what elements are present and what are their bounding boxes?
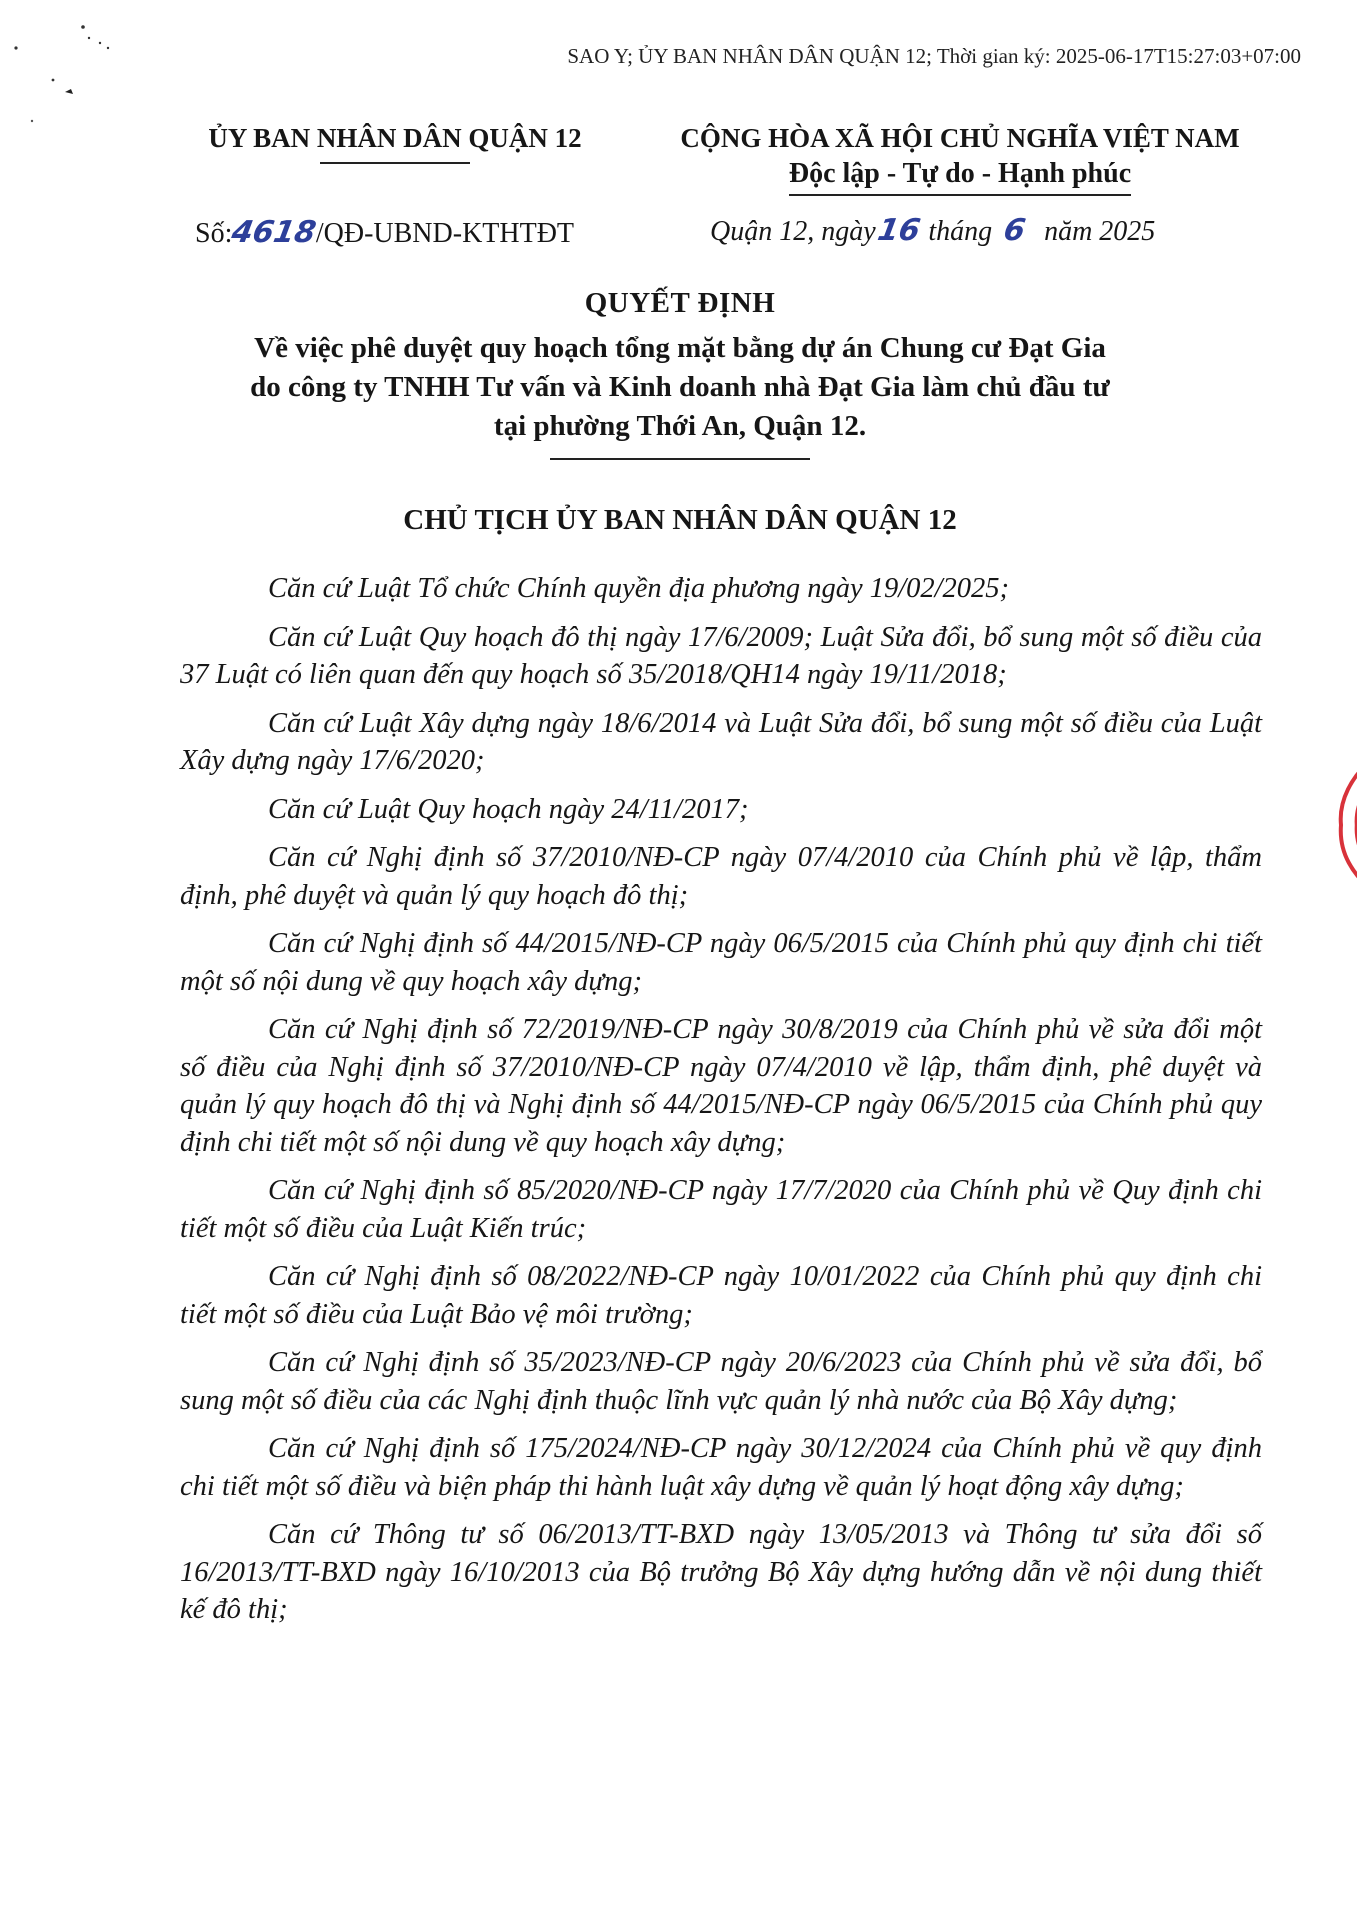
nation-title: CỘNG HÒA XÃ HỘI CHỦ NGHĨA VIỆT NAM — [680, 123, 1240, 153]
national-header — [640, 120, 1280, 196]
doc-number-suffix: /QĐ-UBND-KTHTĐT — [315, 218, 575, 249]
legal-basis-paragraph: Căn cứ Nghị định số 175/2024/NĐ-CP ngày 30/12/2024 của Chính phủ về quy định chi tiết một số điều và biện pháp thi hành luật xây dựng về quản lý hoạt động xây dựng; — [180, 1433, 1262, 1502]
date-place: Quận 12, ngày — [710, 216, 876, 247]
title-underline — [550, 458, 810, 460]
legal-basis-paragraph: Căn cứ Nghị định số 35/2023/NĐ-CP ngày 20/6/2023 của Chính phủ về sửa đổi, bổ sung một số điều của các Nghị định thuộc lĩnh vực quản lý nhà nước của Bộ Xây dựng; — [180, 1347, 1262, 1416]
doc-number-prefix: Số: — [195, 218, 233, 249]
digital-signature-stamp: SAO Y; ỦY BAN NHÂN DÂN QUẬN 12; Thời gian ký: 2025-06-17T15:27:03+07:00 — [567, 44, 1301, 68]
legal-basis-paragraph: Căn cứ Luật Quy hoạch ngày 24/11/2017; — [268, 793, 749, 825]
legal-basis-paragraph: Căn cứ Nghị định số 37/2010/NĐ-CP ngày 07/4/2010 của Chính phủ về lập, thẩm định, phê duyệt và quản lý quy hoạch đô thị; — [180, 842, 1262, 911]
date-line — [710, 213, 1155, 248]
decision-subject-line-3: tại phường Thới An, Quận 12. — [493, 410, 867, 442]
org-name: ỦY BAN NHÂN DÂN QUẬN 12 — [208, 123, 582, 153]
org-underline — [320, 162, 470, 164]
issuing-authority — [160, 120, 630, 164]
legal-basis-paragraph: Căn cứ Luật Quy hoạch đô thị ngày 17/6/2009; Luật Sửa đổi, bổ sung một số điều của 37 Luật có liên quan đến quy hoạch số 35/2018/QH14 ngày 19/11/2018; — [180, 621, 1262, 690]
decision-title-block — [160, 283, 1200, 460]
legal-basis-paragraph: Căn cứ Thông tư số 06/2013/TT-BXD ngày 13/05/2013 và Thông tư sửa đổi số 16/2013/TT-BXD ngày 16/10/2013 của Bộ trưởng Bộ Xây dựng hướng dẫn về nội dung thiết kế đô thị; — [180, 1519, 1262, 1625]
legal-basis-paragraph: Căn cứ Nghị định số 08/2022/NĐ-CP ngày 10/01/2022 của Chính phủ quy định chi tiết một số điều của Luật Bảo vệ môi trường; — [180, 1261, 1262, 1330]
legal-basis-paragraph: Căn cứ Nghị định số 44/2015/NĐ-CP ngày 06/5/2015 của Chính phủ quy định chi tiết một số nội dung về quy hoạch xây dựng; — [180, 928, 1262, 997]
handwritten-doc-number: 4618 — [229, 215, 319, 250]
month-label: tháng — [928, 216, 993, 247]
authority-heading: CHỦ TỊCH ỦY BAN NHÂN DÂN QUẬN 12 — [403, 504, 957, 536]
date-year: năm 2025 — [1044, 216, 1156, 247]
decision-subject-line-1: Về việc phê duyệt quy hoạch tổng mặt bằng dự án Chung cư Đạt Gia — [254, 332, 1106, 364]
legal-basis-paragraph: Căn cứ Nghị định số 85/2020/NĐ-CP ngày 17/7/2020 của Chính phủ về Quy định chi tiết một số điều của Luật Kiến trúc; — [180, 1175, 1262, 1244]
decision-subject-line-2: do công ty TNHH Tư vấn và Kinh doanh nhà Đạt Gia làm chủ đầu tư — [250, 371, 1110, 403]
legal-basis-list — [180, 570, 1262, 1640]
decision-heading: QUYẾT ĐỊNH — [584, 287, 776, 319]
legal-basis-paragraph: Căn cứ Luật Tổ chức Chính quyền địa phương ngày 19/02/2025; — [268, 573, 1010, 604]
legal-basis-paragraph: Căn cứ Nghị định số 72/2019/NĐ-CP ngày 30/8/2019 của Chính phủ về sửa đổi một số điều của Nghị định số 37/2010/NĐ-CP ngày 07/4/2010 về lập, thẩm định, phê duyệt và quản lý quy hoạch đô thị và Nghị định số 44/2015/NĐ-CP ngày 06/5/2015 của Chính phủ quy định chi tiết một số nội dung về quy hoạch xây dựng; — [180, 1014, 1262, 1158]
motto-text: Độc lập - Tự do - Hạnh phúc — [789, 156, 1131, 196]
red-seal-partial — [1327, 745, 1357, 905]
handwritten-month: 6 — [1001, 213, 1029, 248]
national-motto — [640, 156, 1280, 196]
scan-specks — [10, 18, 120, 138]
handwritten-day: 16 — [874, 213, 923, 248]
legal-basis-paragraph: Căn cứ Luật Xây dựng ngày 18/6/2014 và Luật Sửa đổi, bổ sung một số điều của Luật Xây dựng ngày 17/6/2020; — [180, 707, 1262, 776]
document-number — [195, 215, 574, 250]
